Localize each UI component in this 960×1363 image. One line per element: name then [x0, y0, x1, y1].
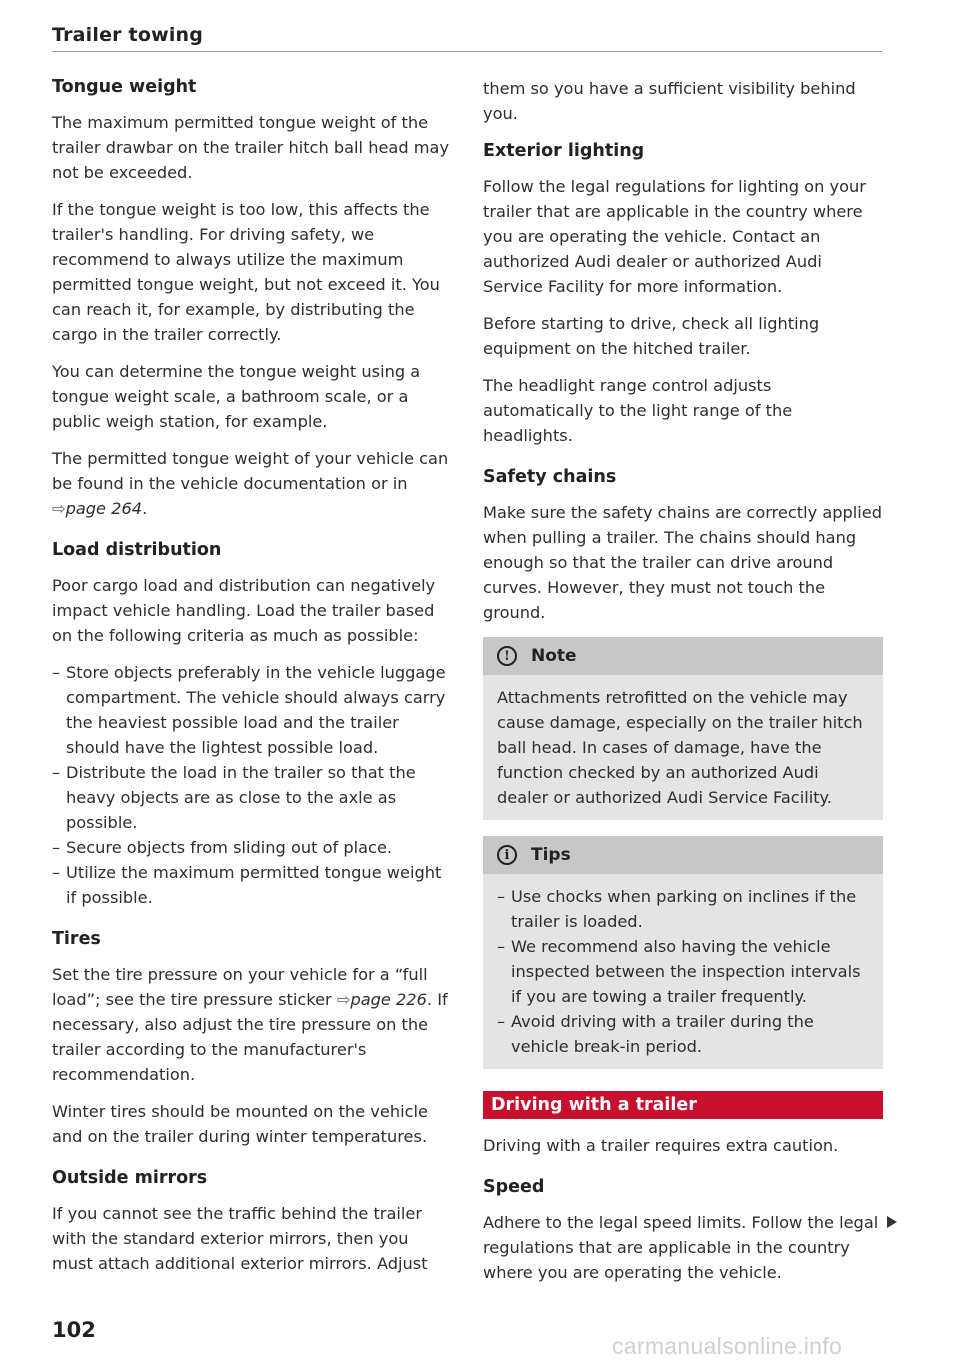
tires-paragraph-1 [52, 962, 452, 1087]
tips-box [483, 836, 883, 1069]
arrow-right-icon: ⇨ [52, 499, 66, 518]
page-number: 102 [52, 1318, 96, 1342]
tongue-weight-paragraph-4-text: The permitted tongue weight of your vehicle can be found in the vehicle documentation or in [52, 449, 449, 493]
info-icon: i [497, 845, 517, 865]
exterior-lighting-paragraph-2: Before starting to drive, check all lighting equipment on the hitched trailer. [483, 314, 820, 358]
load-distribution-list [52, 660, 452, 910]
tips-header [483, 836, 883, 874]
section-title-bar: Driving with a trailer [483, 1091, 883, 1119]
list-item: – We recommend also having the vehicle inspected between the inspection intervals if you are towing a trailer frequently. [497, 934, 869, 1009]
list-item: – Distribute the load in the trailer so that the heavy objects are as close to the axle as possible. [52, 760, 452, 835]
tires-paragraph-1-text-a: Set the tire pressure on your vehicle for a “full load”; see the tire pressure sticker [52, 965, 428, 1009]
speed-paragraph: Adhere to the legal speed limits. Follow the legal regulations that are applicable in the country where you are operating the vehicle. [483, 1213, 879, 1282]
page-link-264[interactable]: page 264 [65, 499, 143, 518]
tires-paragraph-2: Winter tires should be mounted on the vehicle and on the trailer during winter temperatures. [52, 1102, 428, 1146]
note-box [483, 637, 883, 820]
speed-heading: Speed [483, 1177, 545, 1197]
tires-heading: Tires [52, 929, 101, 949]
exterior-lighting-paragraph-1: Follow the legal regulations for lighting on your trailer that are applicable in the country where you are operating the vehicle. Contact an authorized Audi dealer or authorized Audi Service Facility for more information. [483, 177, 866, 296]
safety-chains-paragraph: Make sure the safety chains are correctly applied when pulling a trailer. The chains should hang enough so that the trailer can drive around curves. However, they must not touch the ground. [483, 503, 883, 622]
list-item: – Utilize the maximum permitted tongue weight if possible. [52, 860, 452, 910]
tires-paragraph-1-text-b: . If necessary, also adjust the tire pressure on the trailer according to the manufacturer's recommendation. [52, 990, 448, 1084]
list-item: – Avoid driving with a trailer during the vehicle break-in period. [497, 1009, 869, 1059]
tongue-weight-paragraph-4: The permitted tongue weight of your vehicle can be found in the vehicle documentation or in ⇨page 264. [52, 449, 449, 518]
safety-chains-heading: Safety chains [483, 467, 617, 487]
list-item: – Use chocks when parking on inclines if the trailer is loaded. [497, 884, 869, 934]
note-title: Note [531, 646, 577, 666]
watermark: carmanualsonline.info [612, 1333, 843, 1359]
list-item: – Store objects preferably in the vehicle luggage compartment. The vehicle should always carry the heaviest possible load and the trailer should have the lightest possible load. [52, 660, 452, 760]
tips-list [497, 884, 869, 1059]
exterior-lighting-paragraph-3: The headlight range control adjusts automatically to the light range of the headlights. [483, 376, 793, 445]
outside-mirrors-continued: them so you have a sufficient visibility behind you. [483, 79, 856, 123]
load-distribution-heading: Load distribution [52, 540, 222, 560]
continue-arrow-icon [887, 1216, 897, 1228]
tips-body [483, 874, 883, 1069]
left-column [52, 74, 452, 1288]
tongue-weight-paragraph-2: If the tongue weight is too low, this affects the trailer's handling. For driving safety, we recommend to always utilize the maximum permitted tongue weight, but not exceed it. You can reach it, for example, by distributing the cargo in the trailer correctly. [52, 200, 440, 344]
right-column [483, 76, 883, 1297]
tips-title: Tips [531, 845, 571, 865]
outside-mirrors-heading: Outside mirrors [52, 1168, 208, 1188]
outside-mirrors-paragraph: If you cannot see the traffic behind the trailer with the standard exterior mirrors, then you must attach additional exterior mirrors. Adjust [52, 1204, 428, 1273]
load-distribution-paragraph: Poor cargo load and distribution can negatively impact vehicle handling. Load the trailer based on the following criteria as much as possible: [52, 576, 436, 645]
exterior-lighting-heading: Exterior lighting [483, 141, 645, 161]
list-item: – Secure objects from sliding out of place. [52, 835, 452, 860]
tongue-weight-paragraph-3: You can determine the tongue weight using a tongue weight scale, a bathroom scale, or a public weigh station, for example. [52, 362, 421, 431]
exclamation-icon: ! [497, 646, 517, 666]
tongue-weight-paragraph-1: The maximum permitted tongue weight of the trailer drawbar on the trailer hitch ball head may not be exceeded. [52, 113, 450, 182]
page-header-title: Trailer towing [52, 24, 204, 46]
page-link-226[interactable]: page 226 [350, 990, 427, 1009]
arrow-right-icon: ⇨ [336, 990, 351, 1009]
note-body [483, 675, 883, 820]
tongue-weight-heading: Tongue weight [52, 77, 197, 97]
section-intro: Driving with a trailer requires extra caution. [483, 1136, 839, 1155]
note-text: Attachments retrofitted on the vehicle may cause damage, especially on the trailer hitch ball head. In cases of damage, have the function checked by an authorized Audi dealer or authorized Audi Service Facility. [497, 688, 863, 807]
note-header [483, 637, 883, 675]
header-divider [52, 51, 882, 52]
